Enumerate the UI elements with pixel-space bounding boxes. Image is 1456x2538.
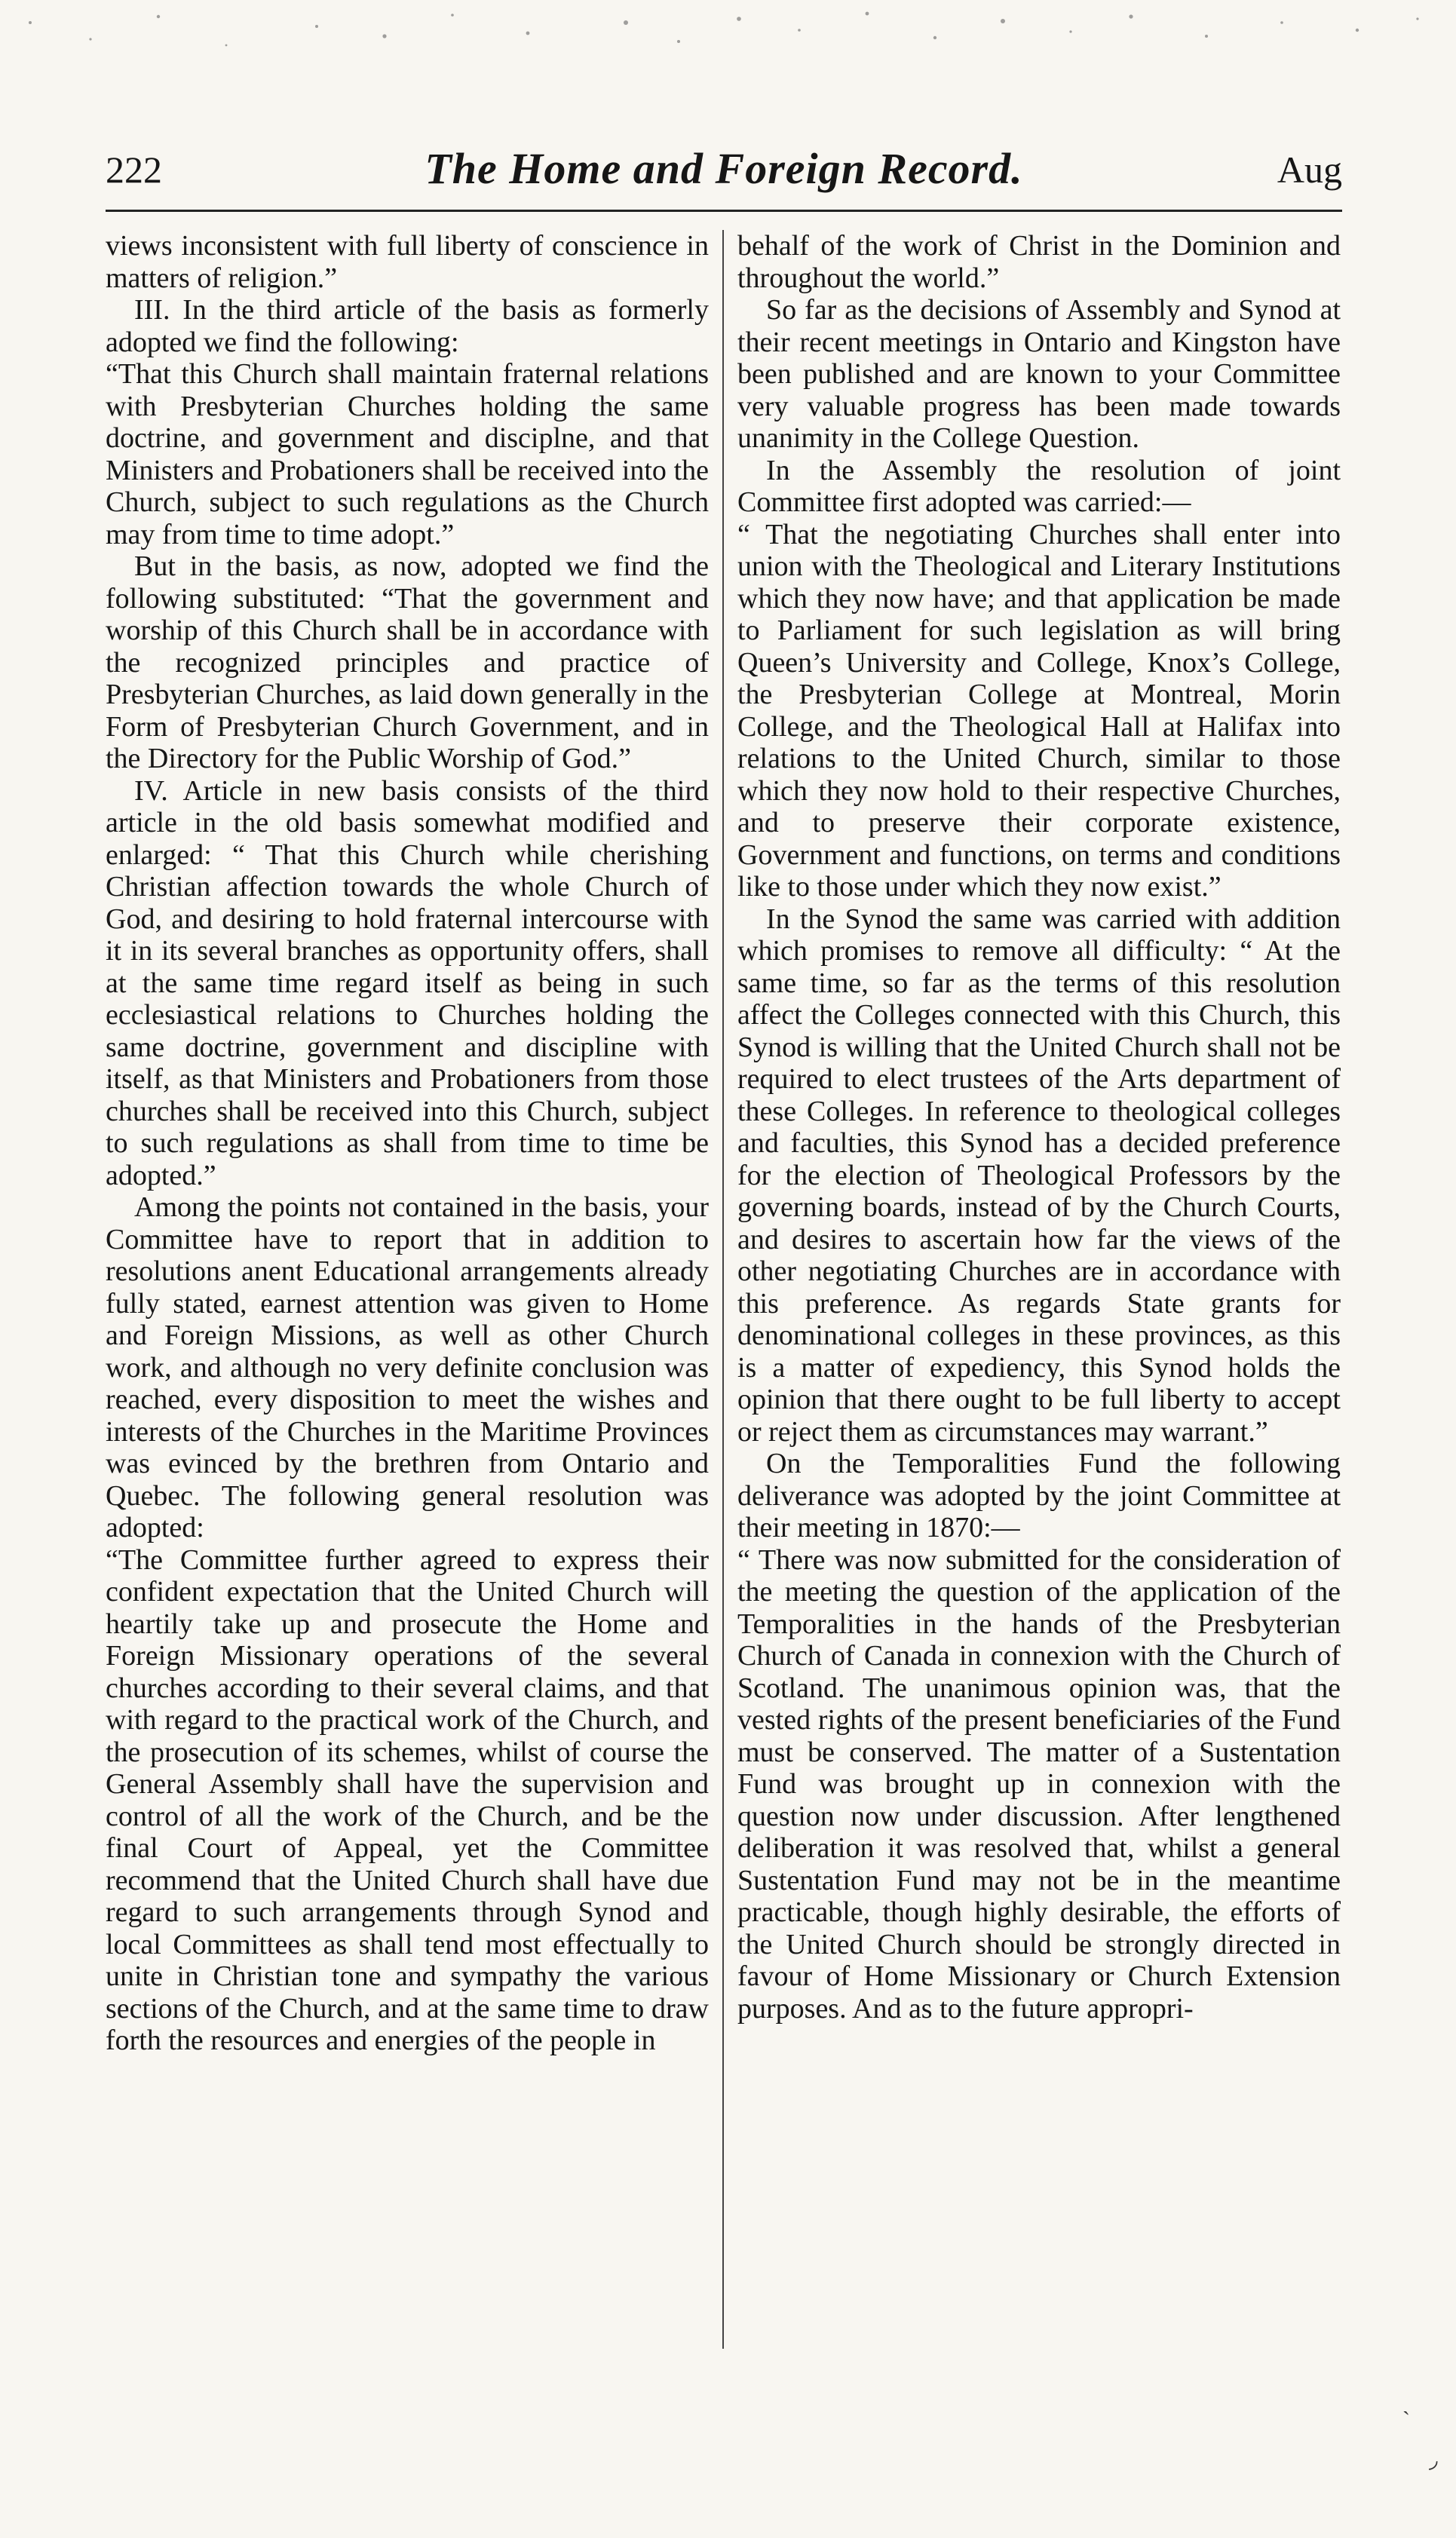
scan-speckle-noise — [0, 0, 1456, 83]
paragraph: IV. Article in new basis consists of the third article in the old basis somewhat modified and enlarged: “ That this Church while cherishing Christian affection towards the whole Church of God, and desiring to hold fraternal intercourse with it in its several branches as opportunity offers, shall at the same time regard itself as being in such ecclesiastical relations to Churches holding the same doctrine, government and discipline with itself, as that Ministers and Probationers from those churches shall be received into this Church, subject to such regulations as shall from time to time be adopted.” — [106, 774, 709, 1191]
running-month: Aug — [1277, 149, 1342, 191]
paragraph: Among the points not contained in the basis, your Committee have to report that in addition to resolutions anent Educational arrangements already fully stated, earnest attention was given to Home and Foreign Missions, as well as other Church work, and although no very definite conclusion was reached, every disposition to meet the wishes and interests of the Churches in the Maritime Provinces was evinced by the brethren from Ontario and Quebec. The following general resolution was adopted: — [106, 1191, 709, 1543]
scan-mark: ◞ — [1429, 2448, 1438, 2472]
paragraph: In the Synod the same was carried with addition which promises to remove all difficulty: “ At the same time, so far as the terms of this resolution affect the Colleges connected with this Church, this Synod is willing that the United Church shall not be required to elect trustees of the Arts department of these Colleges. In reference to theological colleges and faculties, this Synod has a decided preference for the election of Theological Professors by the governing boards, instead of by the Church Courts, and desires to ascertain how far the views of the other negotiating Churches are in accordance with this preference. As regards State grants for denominational colleges in these provinces, as this is a matter of expediency, this Synod holds the opinion that there ought to be full liberty to accept or reject them as circumstances may warrant.” — [737, 903, 1341, 1448]
journal-title: The Home and Foreign Record. — [425, 144, 1023, 193]
right-column — [737, 230, 1341, 2371]
quoted-resolution: “ That the negotiating Churches shall enter into union with the Theological and Literary Institutions which they now have; and that application be made to Parliament for such legislation as will bring Queen’s University and College, Knox’s College, the Presbyterian College at Montreal, Morin College, and the Theological Hall at Halifax into relations to the United Church, similar to those which they now hold to their respective Churches, and to preserve their corporate existence, Government and functions, on terms and conditions like to those under which they now exist.” — [737, 518, 1341, 903]
paragraph: But in the basis, as now, adopted we find the following substituted: “That the government and worship of this Church shall be in accordance with the recognized principles and practice of Presbyterian Churches, as laid down generally in the Form of Presbyterian Church Government, and in the Directory for the Public Worship of God.” — [106, 550, 709, 774]
paragraph: views inconsistent with full liberty of conscience in matters of religion.” — [106, 230, 709, 294]
quoted-resolution: “ There was now submitted for the consideration of the meeting the question of the application of the Temporalities in the hands of the Presbyterian Church of Canada in connexion with the Church of Scotland. The unanimous opinion was, that the vested rights of the present beneficiaries of the Fund must be conserved. The matter of a Sustentation Fund was brought up in connexion with the question now under discussion. After lengthened deliberation it was resolved that, whilst a general Sustentation Fund may not be in the meantime practicable, though highly desirable, the efforts of the United Church should be strongly directed in favour of Home Missionary or Church Extension purposes. And as to the future appropri- — [737, 1543, 1341, 2025]
scan-mark: ˎ — [1402, 2390, 1410, 2415]
paragraph: So far as the decisions of Assembly and Synod at their recent meetings in Ontario and Kingston have been published and are known to your Committee very valuable progress has been made towards unanimity in the College Question. — [737, 294, 1341, 454]
column-divider — [722, 230, 724, 2349]
paragraph: On the Temporalities Fund the following deliverance was adopted by the joint Committee at their meeting in 1870:— — [737, 1448, 1341, 1543]
left-column — [106, 230, 709, 2371]
quoted-article: “That this Church shall maintain fraternal relations with Presbyterian Churches holding the same doctrine, and government and disciplne, and that Ministers and Probationers shall be received into the Church, subject to such regulations as the Church may from time to time adopt.” — [106, 358, 709, 550]
paragraph: III. In the third article of the basis as formerly adopted we find the following: — [106, 294, 709, 358]
page-header — [106, 142, 1342, 212]
paragraph: In the Assembly the resolution of joint Committee first adopted was carried:— — [737, 454, 1341, 518]
paragraph: behalf of the work of Christ in the Dominion and throughout the world.” — [737, 230, 1341, 294]
page-number: 222 — [106, 149, 162, 191]
quoted-resolution: “The Committee further agreed to express their confident expectation that the United Church will heartily take up and prosecute the Home and Foreign Missionary operations of the several churches according to their several claims, and that with regard to the practical work of the Church, and the prosecution of its schemes, whilst of course the General Assembly shall have the supervision and control of all the work of the Church, and be the final Court of Appeal, yet the Committee recommend that the United Church shall have due regard to such arrangements through Synod and local Committees as shall tend most effectually to unite in Christian tone and sympathy the various sections of the Church, and at the same time to draw forth the resources and energies of the people in — [106, 1543, 709, 2056]
